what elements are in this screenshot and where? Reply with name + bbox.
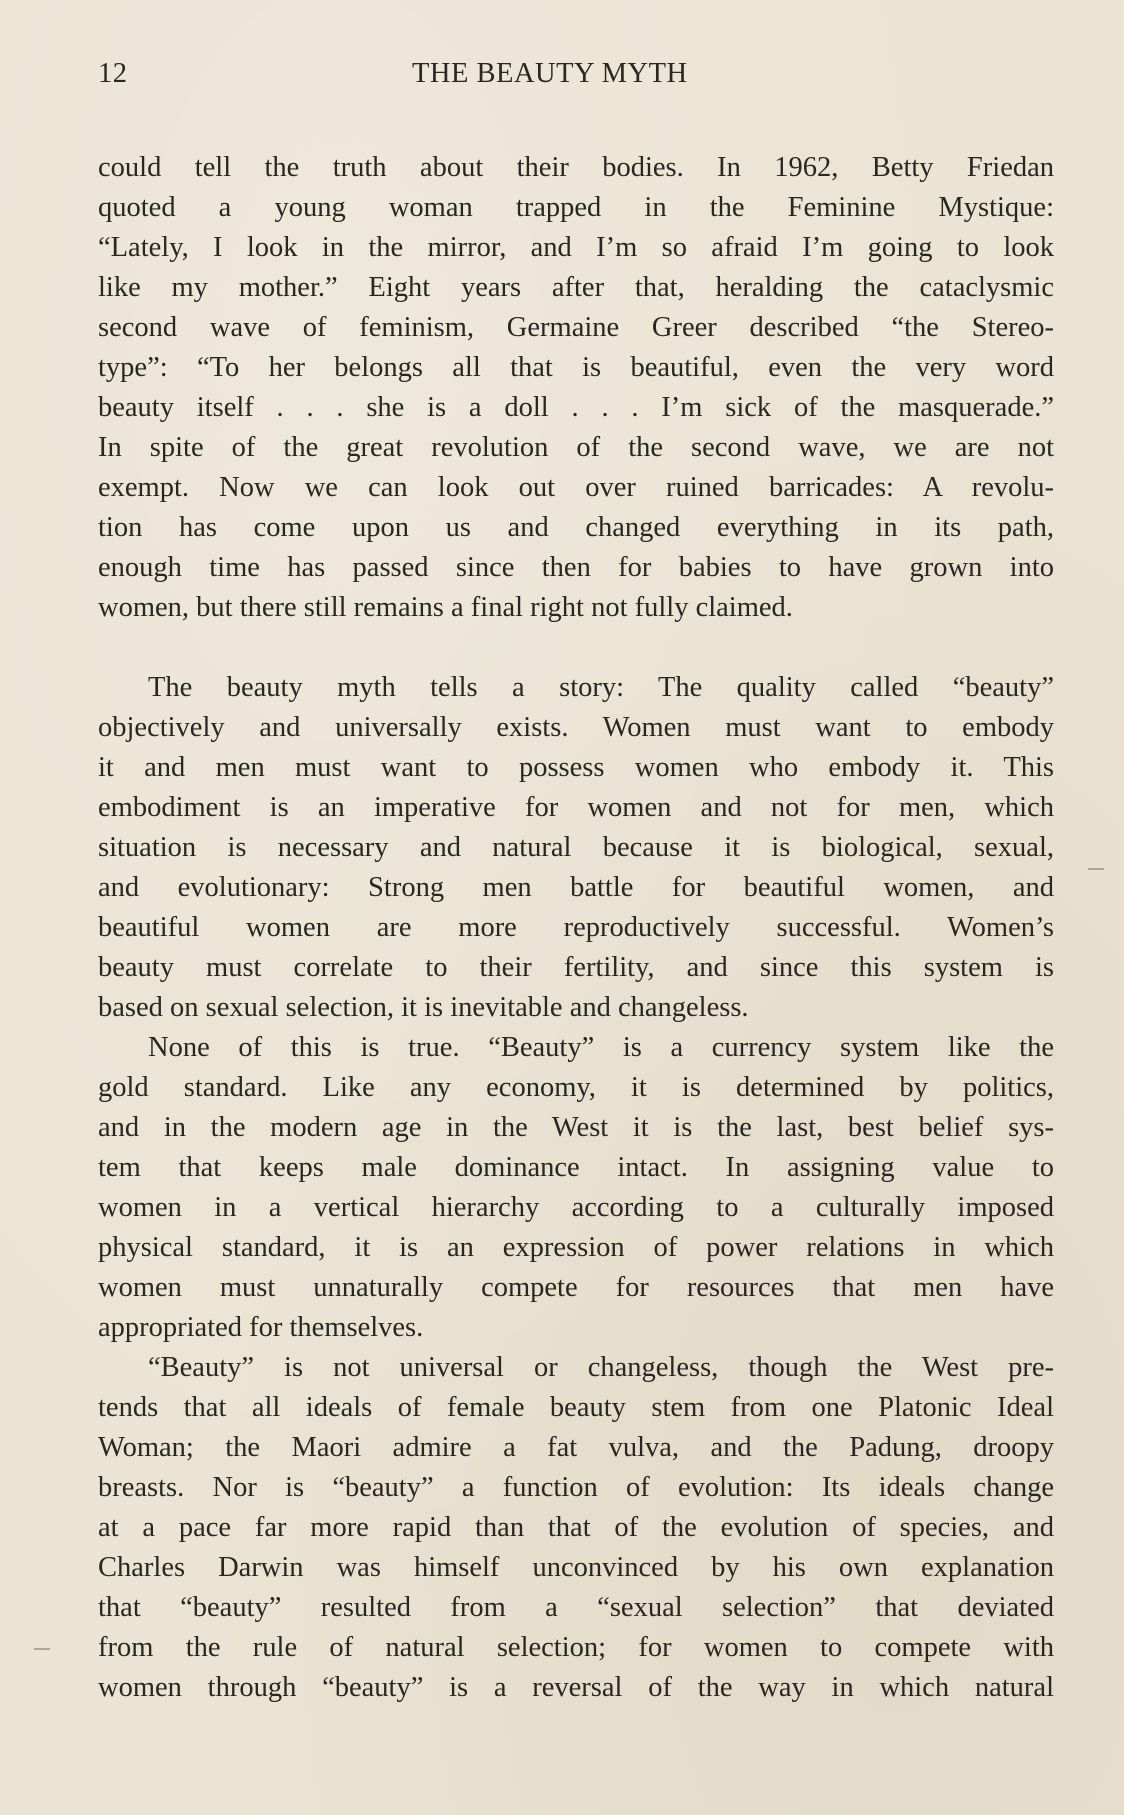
text-line: quoted a young woman trapped in the Feminine Mystique: (98, 192, 1054, 223)
running-head (98, 58, 1042, 98)
page-number: 12 (98, 58, 128, 89)
section-break (98, 628, 1054, 668)
text-line: embodiment is an imperative for women and not for men, which (98, 792, 1054, 823)
paragraph-4 (98, 1348, 1054, 1708)
text-line: In spite of the great revolution of the second wave, we are not (98, 432, 1054, 463)
text-line: tem that keeps male dominance intact. In assigning value to (98, 1152, 1054, 1183)
text-line: beautiful women are more reproductively successful. Women’s (98, 912, 1054, 943)
text-line: situation is necessary and natural because it is biological, sexual, (98, 832, 1054, 863)
paragraph-1 (98, 148, 1054, 628)
text-line: None of this is true. “Beauty” is a currency system like the (148, 1032, 1054, 1063)
paragraph-2 (98, 668, 1054, 1028)
text-line: “Lately, I look in the mirror, and I’m so afraid I’m going to look (98, 232, 1054, 263)
text-line: type”: “To her belongs all that is beautiful, even the very word (98, 352, 1054, 383)
paragraph-3 (98, 1028, 1054, 1348)
text-line: it and men must want to possess women who embody it. This (98, 752, 1054, 783)
text-line: women through “beauty” is a reversal of the way in which natural (98, 1672, 1054, 1703)
text-line: enough time has passed since then for babies to have grown into (98, 552, 1054, 583)
text-line: could tell the truth about their bodies. In 1962, Betty Friedan (98, 152, 1054, 183)
text-line: “Beauty” is not universal or changeless, though the West pre- (148, 1352, 1054, 1383)
text-line: gold standard. Like any economy, it is determined by politics, (98, 1072, 1054, 1103)
text-line: women, but there still remains a final right not fully claimed. (98, 592, 793, 623)
text-line: like my mother.” Eight years after that, heralding the cataclysmic (98, 272, 1054, 303)
text-line: second wave of feminism, Germaine Greer described “the Stereo- (98, 312, 1054, 343)
text-line: and in the modern age in the West it is the last, best belief sys- (98, 1112, 1054, 1143)
text-line: from the rule of natural selection; for women to compete with (98, 1632, 1054, 1663)
text-line: physical standard, it is an expression of power relations in which (98, 1232, 1054, 1263)
margin-pencil-mark (1088, 868, 1104, 870)
text-line: breasts. Nor is “beauty” a function of evolution: Its ideals change (98, 1472, 1054, 1503)
text-line: at a pace far more rapid than that of the evolution of species, and (98, 1512, 1054, 1543)
text-line: The beauty myth tells a story: The quality called “beauty” (148, 672, 1054, 703)
text-line: exempt. Now we can look out over ruined barricades: A revolu- (98, 472, 1054, 503)
text-line: women in a vertical hierarchy according to a culturally imposed (98, 1192, 1054, 1223)
text-line: beauty itself . . . she is a doll . . . I’m sick of the masquerade.” (98, 392, 1054, 423)
text-line: tends that all ideals of female beauty stem from one Platonic Ideal (98, 1392, 1054, 1423)
text-line: Charles Darwin was himself unconvinced by his own explanation (98, 1552, 1054, 1583)
margin-pencil-mark (34, 1648, 50, 1650)
text-line: and evolutionary: Strong men battle for beautiful women, and (98, 872, 1054, 903)
text-line: Woman; the Maori admire a fat vulva, and the Padung, droopy (98, 1432, 1054, 1463)
text-line: that “beauty” resulted from a “sexual selection” that deviated (98, 1592, 1054, 1623)
text-line: based on sexual selection, it is inevitable and changeless. (98, 992, 749, 1023)
text-line: tion has come upon us and changed everything in its path, (98, 512, 1054, 543)
text-line: appropriated for themselves. (98, 1312, 424, 1343)
text-line: objectively and universally exists. Women must want to embody (98, 712, 1054, 743)
body-text (98, 148, 1054, 1708)
text-line: women must unnaturally compete for resources that men have (98, 1272, 1054, 1303)
running-title: THE BEAUTY MYTH (412, 58, 688, 89)
text-line: beauty must correlate to their fertility, and since this system is (98, 952, 1054, 983)
